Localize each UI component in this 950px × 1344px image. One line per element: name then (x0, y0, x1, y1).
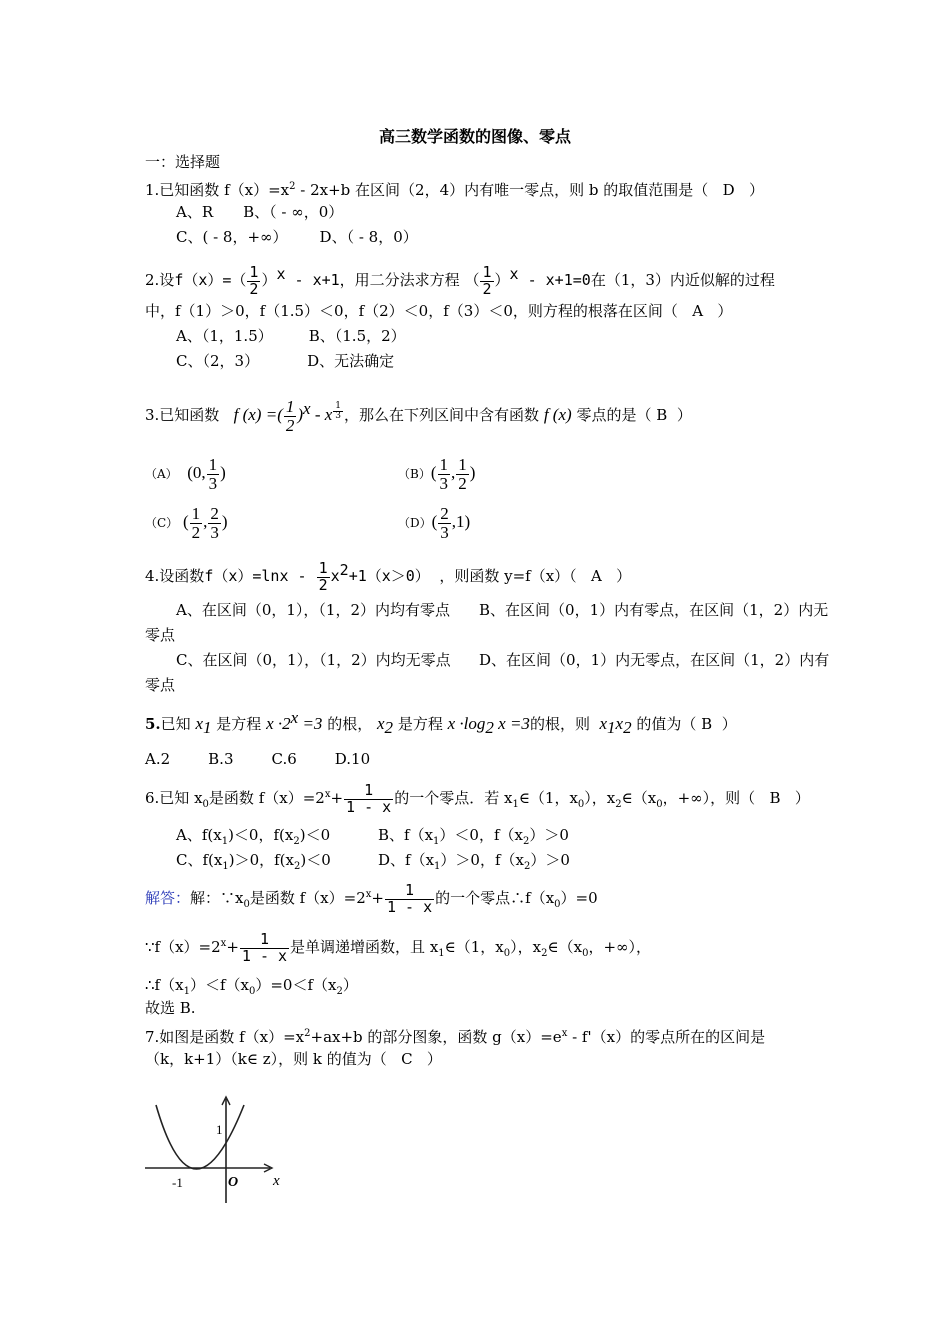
question-7: 7.如图是函数 $f(x)=x^2+ax+b$ 的部分图象，函数 $g(x)=e^x - f'(x)$的零点所在的区间是 (145, 1028, 766, 1046)
q3-option-b: （B）( $\frac{1}{3}$ , $\frac{1}{2}$ ) (398, 454, 476, 493)
answer-6: B (769, 789, 781, 807)
solution-line-2: $\because f(x)=2^x+$ $\frac{1}{1 - x}$ 是单调递增函数，且 $x_1\in(1$，$x_0$），$x_2\in(x_0$，+∞）， (145, 929, 652, 965)
q3-option-c: （C） ( $\frac{1}{2}$ , $\frac{2}{3}$ ) (145, 503, 228, 542)
question-4: 4.设函数f（x）=lnx - $\frac{1}{2}$ $x^2+1(x>0)$ ，则函数 y=f（x）（ A ） (145, 558, 632, 594)
question-1: 1.已知函数 $f(x)=x^2 - 2x+b$ 在区间（2，4）内有唯一零点，则 b 的取值范围是（ D ） (145, 181, 764, 199)
answer-4: A (591, 567, 602, 585)
q4-option-b-cont: 零点 (145, 626, 176, 644)
solution-conclusion: 故选 B. (145, 999, 196, 1017)
q3-option-a: （A） (0, $\frac{1}{3}$ ) (145, 454, 226, 493)
origin-label: O (228, 1175, 239, 1190)
q5-options: A.2 B.3 C.6 D.10 (145, 750, 371, 768)
parabola-figure (140, 1095, 300, 1210)
solution-line-1: 解答：解：$\because x_0$是函数 $f(x)=2^x+$ $\frac{1}{1 - x}$ 的一个零点$\therefore f(x_0)=0$ (145, 880, 598, 916)
solution-label: 解答： (145, 889, 191, 907)
q4-option-a: A、在区间（0，1），（1，2）内均有零点 (176, 601, 451, 619)
question-7-line2: （k，k+1）（k∈ z），则 k 的值为（ C ） (145, 1050, 442, 1068)
q6-option-c: C、$f(x_1)>0$，$f(x_2)<0$ (176, 851, 331, 872)
parabola-curve (156, 1105, 244, 1169)
answer-7: C (401, 1050, 413, 1068)
q4-option-d-cont: 零点 (145, 676, 176, 694)
q6-option-b: B、$f(x_1)<0$，$f(x_2)>0$ (378, 826, 569, 847)
q6-option-d: D、$f(x_1)>0$，$f(x_2)>0$ (378, 851, 570, 872)
q4-option-c: C、在区间（0，1），（1，2）内均无零点 (176, 651, 451, 669)
q4-option-b: B、在区间（0，1）内有零点，在区间（1，2）内无 (479, 601, 829, 619)
q4-option-d: D、在区间（0，1）内无零点，在区间（1，2）内有 (479, 651, 830, 669)
question-5: 5.已知 $x_1$ 是方程 $x \cdot 2^x =3$ 的根， $x_2$ 是方程 $x \cdot\log_2$ x =3的根，则 $x_1x_2$ 的值为（ B ） (145, 708, 737, 737)
solution-line-3: $\therefore f(x_1)<f(x_0)=0<f(x_2)$ (145, 976, 358, 997)
answer-5: B (701, 715, 713, 733)
q2-options-cd: C、（2，3） D、无法确定 (176, 352, 395, 370)
q3-option-d: （D）( $\frac{2}{3}$ ,1) (398, 503, 471, 542)
answer-1: D (722, 181, 735, 199)
question-3: 3.已知函数 f (x) =( $\frac{1}{2}$ )$^x$ - x $^{\frac{1}{3}}$ ，那么在下列区间中含有函数 f (x) 零点的是（ B ） (145, 396, 692, 435)
x-axis-label: x (273, 1173, 280, 1189)
page-title: 高三数学函数的图像、零点 (378, 127, 571, 146)
q6-option-a: A、$f(x_1)<0$，$f(x_2)<0$ (176, 826, 331, 847)
x-tick-label: -1 (172, 1175, 183, 1190)
q2-options-ab: A、（1，1.5） B、（1.5，2） (176, 327, 406, 345)
question-2-line2: 中，f（1）＞0，f（1.5）＜0，f（2）＜0，f（3）＜0，则方程的根落在区间（ A ） (145, 302, 733, 320)
question-6: 6.已知 $x_0$是函数 $f(x)=2^x+$ $\frac{1}{1 - x}$ 的一个零点．若 $x_1\in(1$，$x_0$），$x_2\in(x_0$，+∞），则（ B ） (145, 780, 810, 816)
q1-options-cd: C、( - 8，+∞） D、（ - 8，0） (176, 228, 418, 246)
q1-options-ab: A、R B、（ - ∞，0） (176, 203, 344, 221)
answer-3: B (656, 406, 668, 424)
question-2: 2.设f（x）=（ $\frac{1}{2}$ ）$^x$ - x+1，用二分法求方程 （ $\frac{1}{2}$ ）$^x$ - x+1=0在（1，3）内近似解的过程 (145, 262, 775, 298)
answer-2: A (692, 302, 704, 320)
section-heading: 一：选择题 (145, 153, 221, 171)
y-tick-label: 1 (216, 1122, 223, 1137)
